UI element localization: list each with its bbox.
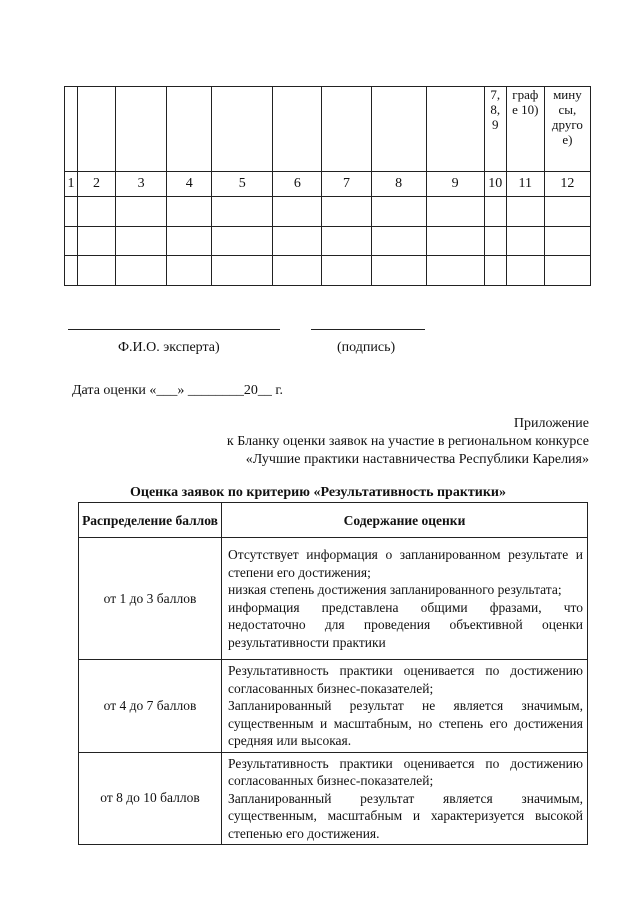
criteria-row — [79, 752, 588, 845]
header-cell-7 — [322, 87, 371, 172]
top-table-number-row — [65, 171, 591, 197]
column-number: 2 — [78, 171, 116, 197]
column-number: 10 — [484, 171, 506, 197]
header-cell-10: 7, 8, 9 — [484, 87, 506, 172]
top-table-header-row — [65, 87, 591, 172]
column-number: 6 — [273, 171, 322, 197]
column-number: 9 — [426, 171, 484, 197]
appendix-contest-name: «Лучшие практики наставничества Республики Карелия» — [245, 452, 589, 467]
evaluation-content: Отсутствует информация о запланированном результате и степени его достижения; низкая степень достижения запланированного результата; информация представлена общими фразами, что недостаточно для проведения объективной оценки результативности практики — [222, 538, 588, 660]
header-cell-11: граф е 10) — [506, 87, 544, 172]
top-table — [64, 86, 591, 286]
column-number: 4 — [167, 171, 212, 197]
header-cell-8 — [371, 87, 426, 172]
evaluation-content: Результативность практики оценивается по достижению согласованных бизнес-показателей; Запланированный результат является значимым, существенным, масштабным и характеризуется высокой степенью его достижения. — [222, 752, 588, 845]
header-cell-5 — [212, 87, 273, 172]
content-column-header: Содержание оценки — [222, 503, 588, 538]
points-range: от 8 до 10 баллов — [79, 752, 222, 845]
points-range: от 1 до 3 баллов — [79, 538, 222, 660]
header-cell-3 — [116, 87, 167, 172]
top-table-empty-row — [65, 197, 591, 227]
criteria-header-row — [79, 503, 588, 538]
header-cell-9 — [426, 87, 484, 172]
column-number: 12 — [544, 171, 590, 197]
appendix-reference: к Бланку оценки заявок на участие в региональном конкурсе — [226, 434, 589, 449]
criteria-row — [79, 538, 588, 660]
top-table-empty-row — [65, 256, 591, 286]
criteria-table — [78, 502, 588, 845]
header-cell-12: мину сы, друго е) — [544, 87, 590, 172]
column-number: 8 — [371, 171, 426, 197]
appendix-title: Приложение — [513, 416, 589, 431]
header-cell-2 — [78, 87, 116, 172]
top-table-empty-row — [65, 226, 591, 256]
expert-name-label: Ф.И.О. эксперта) — [118, 340, 220, 355]
column-number: 3 — [116, 171, 167, 197]
header-cell-4 — [167, 87, 212, 172]
header-cell-6 — [273, 87, 322, 172]
criteria-row — [79, 660, 588, 753]
expert-name-line — [68, 329, 280, 330]
signature-label: (подпись) — [337, 340, 396, 355]
criteria-title: Оценка заявок по критерию «Результативность практики» — [130, 485, 506, 500]
column-number: 5 — [212, 171, 273, 197]
column-number: 1 — [65, 171, 78, 197]
column-number: 11 — [506, 171, 544, 197]
header-cell-1 — [65, 87, 78, 172]
points-range: от 4 до 7 баллов — [79, 660, 222, 753]
column-number: 7 — [322, 171, 371, 197]
points-column-header: Распределение баллов — [79, 503, 222, 538]
evaluation-content: Результативность практики оценивается по достижению согласованных бизнес-показателей; Запланированный результат не является значимым, существенным и масштабным, но степень его достижения средняя или высокая. — [222, 660, 588, 753]
evaluation-date: Дата оценки «___» ________20__ г. — [72, 383, 284, 398]
signature-line — [311, 329, 425, 330]
